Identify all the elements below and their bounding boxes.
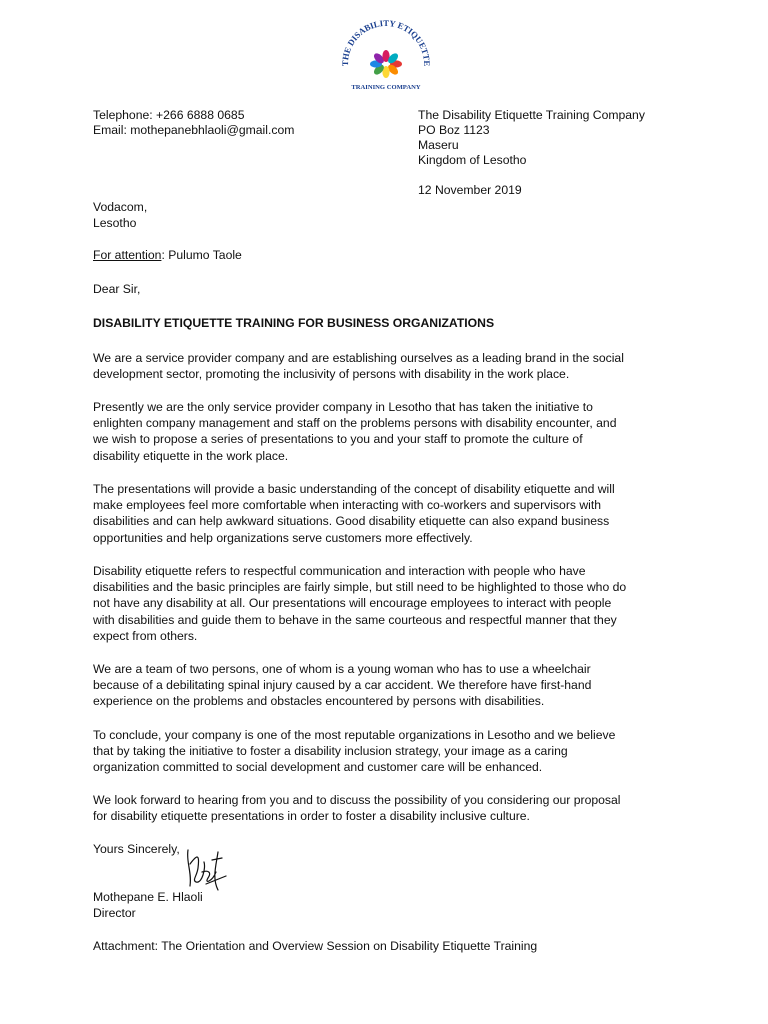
paragraph-line: Presently we are the only service provider company in Lesotho that has taken the initiative to xyxy=(93,400,593,414)
company-logo xyxy=(336,12,436,94)
paragraph-line: disabilities and the basic principles are fairly simple, but still need to be highlighted to those who do xyxy=(93,580,627,595)
paragraph-line: We are a team of two persons, one of whom is a young woman who has to use a wheelchair xyxy=(93,662,591,676)
body-paragraph xyxy=(93,727,678,776)
paragraph-line: opportunities and help organizations serve customers more effectively. xyxy=(93,530,473,545)
recipient-line: Vodacom, xyxy=(93,200,148,214)
recipient-line: Lesotho xyxy=(93,216,137,230)
address-line: PO Boz 1123 xyxy=(418,123,490,137)
email: Email: mothepanebhlaoli@gmail.com xyxy=(93,123,295,137)
paragraph-line: development sector, promoting the inclusivity of persons with disability in the work place. xyxy=(93,367,570,382)
attachment-note: Attachment: The Orientation and Overview Session on Disability Etiquette Training xyxy=(93,939,538,953)
logo-hands-icon xyxy=(370,50,402,78)
attention-line xyxy=(93,248,242,262)
paragraph-line: disability etiquette in the work place. xyxy=(93,448,289,463)
body-paragraph xyxy=(93,661,678,710)
address-line: Kingdom of Lesotho xyxy=(418,153,527,167)
signer-name: Mothepane E. Hlaoli xyxy=(93,890,203,904)
paragraph-line: make employees feel more comfortable when interacting with co-workers and supervisors with xyxy=(93,498,602,513)
subject-heading: DISABILITY ETIQUETTE TRAINING FOR BUSINESS ORGANIZATIONS xyxy=(93,316,495,330)
body-paragraph xyxy=(93,563,678,644)
paragraph-line: We look forward to hearing from you and to discuss the possibility of you considering our proposal xyxy=(93,793,621,807)
paragraph-line: for disability etiquette presentations in order to foster a disability inclusive culture. xyxy=(93,809,530,824)
body-paragraph xyxy=(93,399,678,464)
closing: Yours Sincerely, xyxy=(93,842,180,856)
paragraph-line: that by taking the initiative to foster a disability inclusion strategy, your image as a caring xyxy=(93,744,568,759)
sender-address xyxy=(418,108,645,168)
logo-graphic xyxy=(336,12,436,94)
paragraph-line: expect from others. xyxy=(93,628,198,643)
paragraph-line: We are a service provider company and are establishing ourselves as a leading brand in the social xyxy=(93,351,624,365)
paragraph-line: To conclude, your company is one of the most reputable organizations in Lesotho and we believe xyxy=(93,728,616,742)
paragraph-line: with disabilities and guide them to behave in the same courteous and respectful manner that they xyxy=(93,612,617,627)
paragraph-line: The presentations will provide a basic understanding of the concept of disability etiquette and will xyxy=(93,482,615,496)
handwritten-signature xyxy=(182,842,230,894)
paragraph-line: disabilities and can help awkward situations. Good disability etiquette can also expand business xyxy=(93,514,610,529)
paragraph-line: not have any disability at all. Our presentations will encourage employees to interact with people xyxy=(93,596,612,611)
address-line: Maseru xyxy=(418,138,459,152)
salutation: Dear Sir, xyxy=(93,282,141,296)
paragraph-line: Disability etiquette refers to respectful communication and interaction with people who have xyxy=(93,564,586,578)
attention-name: : Pulumo Taole xyxy=(161,248,242,262)
telephone: Telephone: +266 6888 0685 xyxy=(93,108,245,122)
body-paragraph xyxy=(93,350,678,382)
paragraph-line: organization committed to social development and customer care will be enhanced. xyxy=(93,760,543,775)
signer-title: Director xyxy=(93,906,136,920)
letter-date: 12 November 2019 xyxy=(418,183,522,197)
body-paragraph xyxy=(93,481,678,546)
attention-label: For attention xyxy=(93,248,162,262)
body-paragraph xyxy=(93,792,678,824)
paragraph-line: because of a debilitating spinal injury caused by a car accident. We therefore have first-hand xyxy=(93,678,592,693)
paragraph-line: we wish to propose a series of presentations to you and your staff to promote the culture of xyxy=(93,432,583,447)
paragraph-line: experience on the problems and obstacles encountered by persons with disabilities. xyxy=(93,694,545,709)
paragraph-line: enlighten company management and staff on the problems persons with disability encounter, and xyxy=(93,416,617,431)
logo-sub-text: TRAINING COMPANY xyxy=(351,84,421,91)
address-line: The Disability Etiquette Training Company xyxy=(418,108,645,122)
logo-arc-text: THE DISABILITY ETIQUETTE xyxy=(339,17,433,67)
